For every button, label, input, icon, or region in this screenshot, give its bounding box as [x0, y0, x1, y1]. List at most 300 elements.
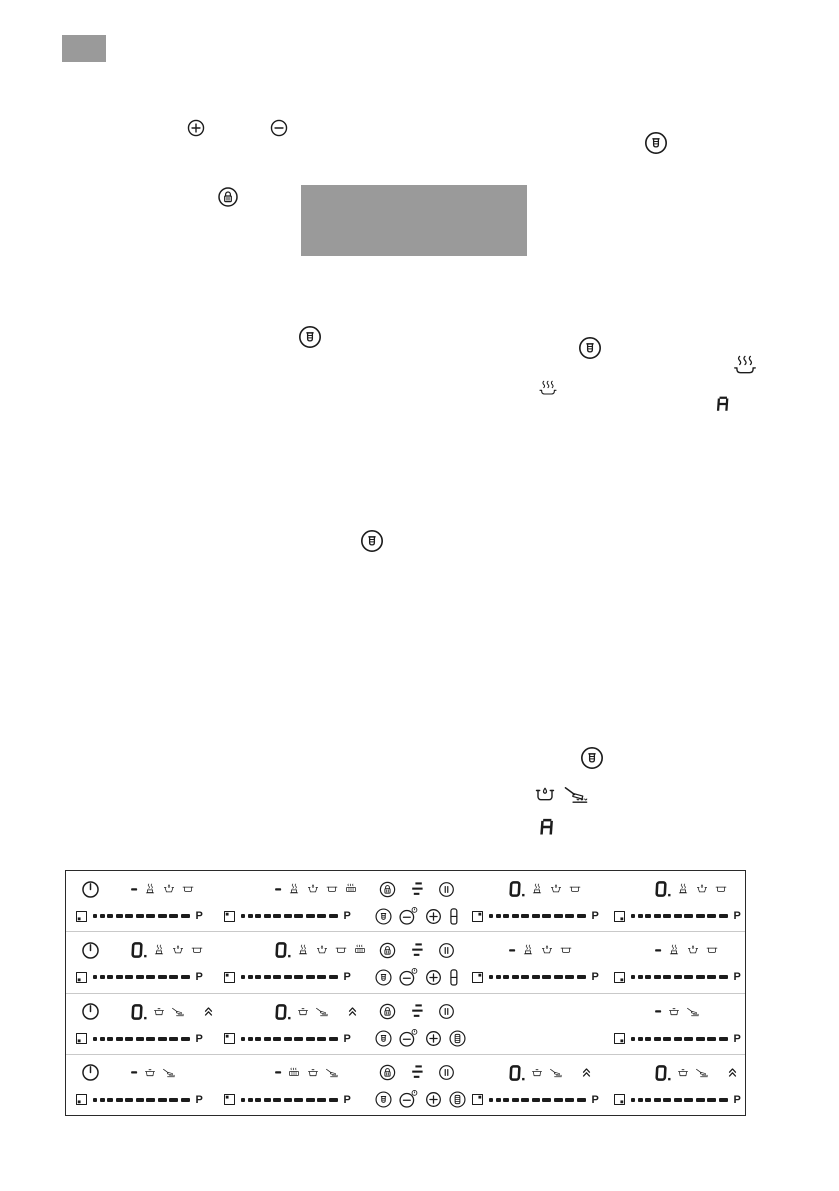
slider-dash — [663, 1098, 671, 1102]
slider-dash — [663, 914, 671, 918]
function-pot-lid-icon — [143, 1066, 157, 1080]
slider-dash — [696, 1037, 705, 1041]
slider-dash — [631, 1037, 635, 1041]
slider-dash — [631, 914, 635, 918]
residual-heat-icon — [537, 379, 559, 397]
slider-dash — [489, 1098, 493, 1102]
slider-dash — [663, 1037, 671, 1041]
power-boost-label: P — [195, 1032, 203, 1045]
function-pot-steam-icon — [530, 882, 544, 896]
slider-dash — [158, 1037, 167, 1041]
battery-indicator-icon — [448, 967, 460, 988]
level-display-icon — [130, 941, 147, 959]
function-pan-tilt-icon — [325, 1067, 339, 1079]
function-pan-tilt-icon — [695, 1067, 709, 1079]
level-display-icon — [274, 941, 291, 959]
slider-dash — [654, 914, 661, 918]
heat-level-bars-icon — [409, 1063, 425, 1082]
slider-dash — [645, 914, 651, 918]
slider-dash — [241, 1037, 245, 1041]
slider-dash — [329, 1098, 338, 1102]
level-display-icon — [654, 1004, 662, 1019]
slider-dash — [158, 1098, 167, 1102]
timer-pot-key-icon — [374, 968, 393, 987]
slider-dash — [264, 975, 271, 979]
slider-dash — [654, 1098, 661, 1102]
slider-dash — [565, 1098, 574, 1102]
slider-dash — [248, 914, 253, 918]
panel-row — [66, 1054, 745, 1115]
function-pan-tilt-icon — [686, 1006, 700, 1018]
function-pan-tilt-icon — [162, 1067, 176, 1079]
timer-plus-key-icon — [424, 1090, 443, 1109]
function-pot-steam-icon — [676, 882, 690, 896]
power-slider — [631, 914, 728, 918]
power-boost-label: P — [591, 1093, 599, 1106]
power-slider — [241, 975, 338, 979]
power-slider — [241, 914, 338, 918]
slider-dash — [542, 1098, 551, 1102]
slider-dash — [719, 914, 728, 918]
slider-dash — [503, 914, 509, 918]
heat-level-bars-icon — [409, 941, 425, 960]
pause-key-icon — [437, 1063, 456, 1082]
level-display-icon — [274, 882, 282, 897]
slider-dash — [306, 975, 315, 979]
slider-dash — [638, 914, 643, 918]
timer-minus-key-icon — [398, 1028, 419, 1049]
slider-dash — [521, 975, 529, 979]
slider-dash — [146, 1037, 155, 1041]
zone-indicator-icon — [222, 1031, 237, 1046]
cooking-zone-E — [612, 932, 745, 992]
power-boost-label: P — [343, 1093, 351, 1106]
function-pot-steam-icon — [287, 882, 301, 896]
slider-dash — [169, 1098, 178, 1102]
cooking-zone-D — [466, 1055, 612, 1115]
level-display-icon — [508, 943, 516, 958]
slider-dash — [93, 1037, 97, 1041]
function-pot-lid-icon — [676, 1066, 690, 1080]
function-grill-icon — [353, 943, 367, 957]
slider-dash — [674, 1098, 682, 1102]
power-key-icon — [80, 1001, 101, 1022]
slider-dash — [542, 975, 551, 979]
slider-dash — [577, 914, 586, 918]
pan-tilt-icon — [563, 783, 590, 806]
lock-key-icon — [378, 941, 397, 960]
timer-minus-key-icon — [398, 967, 419, 988]
slider-dash — [684, 914, 693, 918]
slider-dash — [496, 914, 501, 918]
slider-dash — [255, 975, 261, 979]
function-pan-tilt-icon — [549, 1067, 563, 1079]
cooking-zone-E — [612, 1055, 745, 1115]
slider-dash — [264, 1098, 271, 1102]
slider-dash — [532, 975, 540, 979]
slider-dash — [554, 975, 563, 979]
slider-dash — [696, 975, 705, 979]
slider-dash — [169, 914, 178, 918]
slider-dash — [489, 975, 493, 979]
pause-key-icon — [437, 880, 456, 899]
slider-dash — [663, 975, 671, 979]
residual-heat-icon — [731, 354, 759, 377]
slider-dash — [284, 1037, 292, 1041]
slider-dash — [294, 975, 303, 979]
function-melt-icon — [306, 882, 320, 896]
slider-dash — [136, 1037, 144, 1041]
plus-circle-icon — [186, 118, 207, 139]
slider-dash — [241, 975, 245, 979]
slider-dash — [638, 1098, 643, 1102]
slider-dash — [264, 1037, 271, 1041]
slider-dash — [554, 914, 563, 918]
power-boost-label: P — [343, 1032, 351, 1045]
timer-pot-circle-icon — [579, 745, 605, 771]
slider-dash — [146, 914, 155, 918]
power-slider — [489, 914, 586, 918]
zone-indicator-icon — [222, 970, 237, 985]
slider-dash — [674, 975, 682, 979]
timer-minus-key-icon — [398, 1089, 419, 1110]
page-tab-marker — [62, 35, 106, 62]
slider-dash — [521, 914, 529, 918]
slider-dash — [684, 1098, 693, 1102]
timer-plus-key-icon — [424, 1029, 443, 1048]
panel-row — [66, 931, 745, 992]
battery-key-icon — [448, 1029, 467, 1048]
slider-dash — [100, 914, 105, 918]
lock-key-icon — [378, 880, 397, 899]
slider-dash — [707, 914, 716, 918]
slider-dash — [577, 975, 586, 979]
slider-dash — [512, 1098, 519, 1102]
power-boost-label: P — [195, 971, 203, 984]
center-controls — [366, 932, 466, 992]
minus-circle-icon — [269, 118, 290, 139]
slider-dash — [521, 1098, 529, 1102]
slider-dash — [317, 914, 326, 918]
slider-dash — [125, 1037, 133, 1041]
lock-key-icon — [378, 1063, 397, 1082]
power-slider — [241, 1098, 338, 1102]
slider-dash — [489, 914, 493, 918]
timer-pot-key-icon — [374, 907, 393, 926]
slider-dash — [294, 1098, 303, 1102]
cooking-zone-A — [66, 932, 218, 992]
slider-dash — [719, 1098, 728, 1102]
slider-dash — [100, 1098, 105, 1102]
slider-dash — [654, 1037, 661, 1041]
slider-dash — [638, 975, 643, 979]
power-boost-label: P — [733, 971, 741, 984]
slider-dash — [273, 975, 281, 979]
zone-indicator-icon — [74, 1092, 89, 1107]
slider-dash — [273, 1037, 281, 1041]
boost-chevron-icon — [580, 1066, 593, 1079]
level-display-icon — [274, 1065, 282, 1080]
slider-dash — [329, 914, 338, 918]
level-display-icon — [654, 880, 671, 898]
pause-key-icon — [437, 1002, 456, 1021]
function-pot-lid-icon — [152, 1005, 166, 1019]
power-slider — [93, 1098, 190, 1102]
power-slider — [489, 1098, 586, 1102]
slider-dash — [158, 914, 167, 918]
function-pot-steam-icon — [296, 943, 310, 957]
cooking-zone-A — [66, 994, 218, 1054]
function-warm-dish-icon — [705, 943, 719, 957]
slider-dash — [116, 975, 123, 979]
slider-dash — [306, 914, 315, 918]
power-boost-label: P — [733, 1032, 741, 1045]
slider-dash — [284, 914, 292, 918]
zone-indicator-icon — [74, 909, 89, 924]
slider-dash — [684, 1037, 693, 1041]
slider-dash — [100, 1037, 105, 1041]
zone-indicator-icon — [470, 909, 485, 924]
slider-dash — [107, 1098, 113, 1102]
function-warm-dish-icon — [334, 943, 348, 957]
cooking-zone-B — [218, 932, 366, 992]
level-display-icon — [508, 880, 525, 898]
lock-circle-icon — [216, 185, 240, 209]
slider-dash — [532, 1098, 540, 1102]
slider-dash — [125, 914, 133, 918]
zone-indicator-icon — [612, 1031, 627, 1046]
level-display-icon — [130, 1065, 138, 1080]
boost-chevron-icon — [346, 1005, 359, 1018]
slider-dash — [273, 1098, 281, 1102]
slider-dash — [264, 914, 271, 918]
slider-dash — [565, 975, 574, 979]
zone-indicator-icon — [470, 1092, 485, 1107]
slider-dash — [645, 1037, 651, 1041]
timer-pot-key-icon — [374, 1029, 393, 1048]
slider-dash — [125, 1098, 133, 1102]
zone-indicator-icon — [612, 909, 627, 924]
function-pot-steam-icon — [521, 943, 535, 957]
function-pan-tilt-icon — [315, 1006, 329, 1018]
cooking-zone-B — [218, 994, 366, 1054]
timer-minus-key-icon — [398, 906, 419, 927]
function-pot-lid-icon — [306, 1066, 320, 1080]
function-warm-dish-icon — [559, 943, 573, 957]
function-pot-lid-icon — [296, 1005, 310, 1019]
slider-dash — [136, 1098, 144, 1102]
slider-dash — [181, 1037, 190, 1041]
slider-dash — [317, 1098, 326, 1102]
slider-dash — [707, 1037, 716, 1041]
heat-level-bars-icon — [409, 880, 425, 899]
center-controls — [366, 871, 466, 931]
level-display-icon — [130, 882, 138, 897]
slider-dash — [496, 975, 501, 979]
slider-dash — [248, 1037, 253, 1041]
cooking-zone-E — [612, 994, 745, 1054]
zone-indicator-icon — [74, 1031, 89, 1046]
image-placeholder — [301, 185, 527, 256]
slider-dash — [631, 1098, 635, 1102]
slider-dash — [512, 975, 519, 979]
battery-indicator-icon — [448, 906, 460, 927]
slider-dash — [329, 975, 338, 979]
function-pot-steam-icon — [667, 943, 681, 957]
control-panel-figure — [65, 870, 746, 1116]
power-slider — [241, 1037, 338, 1041]
level-display-icon — [654, 943, 662, 958]
slider-dash — [707, 975, 716, 979]
power-boost-label: P — [591, 910, 599, 923]
slider-dash — [294, 914, 303, 918]
seg-auto-icon — [715, 395, 730, 414]
function-melt-icon — [695, 882, 709, 896]
timer-plus-key-icon — [424, 907, 443, 926]
slider-dash — [93, 1098, 97, 1102]
power-boost-label: P — [733, 1093, 741, 1106]
level-display-icon — [130, 1003, 147, 1021]
slider-dash — [317, 1037, 326, 1041]
slider-dash — [503, 975, 509, 979]
function-warm-dish-icon — [325, 882, 339, 896]
boost-chevron-icon — [726, 1066, 739, 1079]
slider-dash — [255, 914, 261, 918]
slider-dash — [241, 914, 245, 918]
slider-dash — [181, 975, 190, 979]
power-boost-label: P — [343, 910, 351, 923]
zone-indicator-icon — [222, 1092, 237, 1107]
slider-dash — [284, 975, 292, 979]
slider-dash — [136, 975, 144, 979]
heat-level-bars-icon — [409, 1002, 425, 1021]
center-controls — [366, 994, 466, 1054]
function-pot-lid-icon — [530, 1066, 544, 1080]
center-controls — [366, 1055, 466, 1115]
slider-dash — [100, 975, 105, 979]
slider-dash — [116, 1037, 123, 1041]
function-pot-lid-icon — [667, 1005, 681, 1019]
function-warm-dish-icon — [568, 882, 582, 896]
slider-dash — [116, 1098, 123, 1102]
slider-dash — [306, 1037, 315, 1041]
level-display-icon — [654, 1064, 671, 1082]
slider-dash — [684, 975, 693, 979]
power-slider — [93, 975, 190, 979]
slider-dash — [255, 1037, 261, 1041]
power-slider — [489, 975, 586, 979]
panel-row — [66, 871, 745, 931]
power-boost-label: P — [195, 1093, 203, 1106]
function-pot-steam-icon — [143, 882, 157, 896]
function-warm-dish-icon — [181, 882, 195, 896]
slider-dash — [107, 914, 113, 918]
slider-dash — [241, 1098, 245, 1102]
slider-dash — [512, 914, 519, 918]
power-slider — [631, 975, 728, 979]
power-key-icon — [80, 1062, 101, 1083]
power-boost-label: P — [195, 910, 203, 923]
function-warm-dish-icon — [714, 882, 728, 896]
power-slider — [631, 1037, 728, 1041]
zone-indicator-icon — [470, 970, 485, 985]
slider-dash — [181, 1098, 190, 1102]
slider-dash — [719, 1037, 728, 1041]
slider-dash — [136, 914, 144, 918]
slider-dash — [631, 975, 635, 979]
seg-auto-icon — [539, 817, 556, 838]
level-display-icon — [274, 1003, 291, 1021]
slider-dash — [674, 1037, 682, 1041]
boost-chevron-icon — [202, 1005, 215, 1018]
timer-pot-circle-icon — [643, 130, 669, 156]
slider-dash — [707, 1098, 716, 1102]
function-melt-icon — [540, 943, 554, 957]
slider-dash — [577, 1098, 586, 1102]
slider-dash — [93, 975, 97, 979]
slider-dash — [158, 975, 167, 979]
zone-indicator-icon — [612, 970, 627, 985]
slider-dash — [255, 1098, 261, 1102]
function-pan-tilt-icon — [171, 1006, 185, 1018]
slider-dash — [503, 1098, 509, 1102]
lock-key-icon — [378, 1002, 397, 1021]
slider-dash — [294, 1037, 303, 1041]
timer-pot-key-icon — [374, 1090, 393, 1109]
slider-dash — [306, 1098, 315, 1102]
slider-dash — [719, 975, 728, 979]
slider-dash — [645, 975, 651, 979]
function-melt-icon — [315, 943, 329, 957]
power-slider — [93, 1037, 190, 1041]
function-grill-icon — [287, 1066, 301, 1080]
function-pot-steam-icon — [152, 943, 166, 957]
power-slider — [631, 1098, 728, 1102]
slider-dash — [565, 914, 574, 918]
slider-dash — [169, 975, 178, 979]
slider-dash — [125, 975, 133, 979]
slider-dash — [169, 1037, 178, 1041]
slider-dash — [542, 914, 551, 918]
slider-dash — [146, 1098, 155, 1102]
slider-dash — [273, 914, 281, 918]
power-key-icon — [80, 879, 101, 900]
timer-pot-circle-icon — [577, 335, 603, 361]
cooking-zone-E — [612, 871, 745, 931]
slider-dash — [181, 914, 190, 918]
slider-dash — [554, 1098, 563, 1102]
slider-dash — [638, 1037, 643, 1041]
function-melt-icon — [549, 882, 563, 896]
melt-pot-icon — [533, 782, 557, 806]
timer-pot-circle-icon — [359, 528, 385, 554]
power-boost-label: P — [591, 971, 599, 984]
level-display-icon — [508, 1064, 525, 1082]
power-key-icon — [80, 940, 101, 961]
function-grill-icon — [344, 882, 358, 896]
slider-dash — [496, 1098, 501, 1102]
panel-row — [66, 993, 745, 1054]
slider-dash — [107, 975, 113, 979]
slider-dash — [696, 1098, 705, 1102]
cooking-zone-D — [466, 994, 612, 1054]
slider-dash — [284, 1098, 292, 1102]
cooking-zone-A — [66, 871, 218, 931]
slider-dash — [654, 975, 661, 979]
cooking-zone-D — [466, 871, 612, 931]
zone-indicator-icon — [222, 909, 237, 924]
function-melt-icon — [171, 943, 185, 957]
